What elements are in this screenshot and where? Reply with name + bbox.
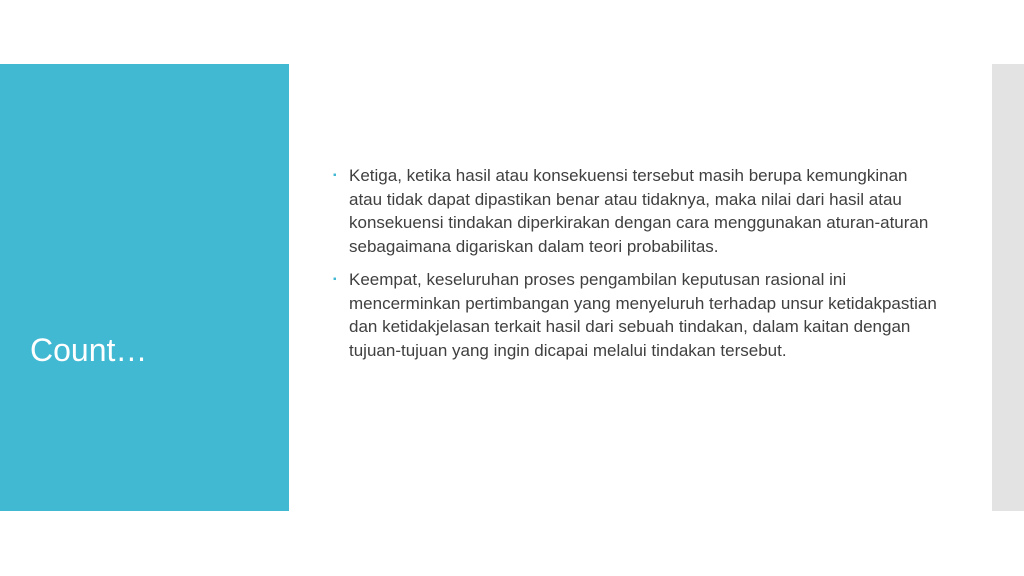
bullet-icon: ▪ [333, 170, 337, 181]
bullet-icon: ▪ [333, 274, 337, 285]
title-panel [0, 64, 289, 511]
decorative-side-strip [992, 64, 1024, 511]
slide-content [333, 164, 943, 372]
slide-title: Count… [30, 332, 148, 368]
bullet-text: Keempat, keseluruhan proses pengambilan keputusan rasional ini mencerminkan pertimbangan yang menyeluruh terhadap unsur ketidakpastian dan ketidakjelasan terkait hasil dari sebuah tindakan, dalam kaitan dengan tujuan-tujuan yang ingin dicapai melalui tindakan tersebut. [349, 270, 937, 360]
bullet-item [333, 164, 943, 258]
bullet-text: Ketiga, ketika hasil atau konsekuensi tersebut masih berupa kemungkinan atau tidak dapat dipastikan benar atau tidaknya, maka nilai dari hasil atau konsekuensi tindakan diperkirakan dengan cara menggunakan aturan-aturan sebagaimana digariskan dalam teori probabilitas. [349, 166, 929, 256]
bullet-item [333, 268, 943, 362]
